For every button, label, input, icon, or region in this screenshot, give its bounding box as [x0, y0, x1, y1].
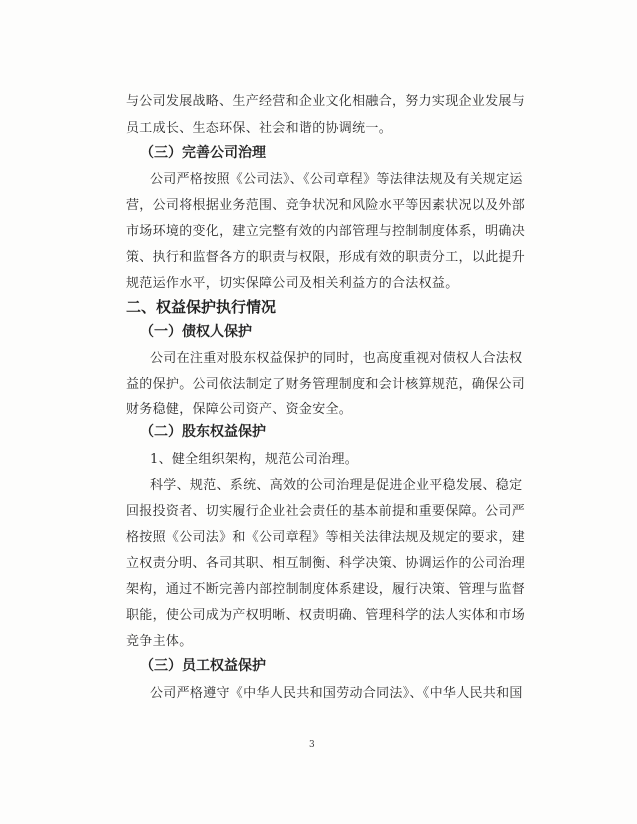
body-text-line: 公司严格按照《公司法》、《公司章程》等法律法规及有关规定运	[150, 172, 523, 187]
page-number: 3	[309, 740, 315, 750]
body-text-line: 财务稳健，保障公司资产、资金安全。	[126, 402, 353, 417]
body-text-line: 架构，通过不断完善内部控制制度体系建设，履行决策、管理与监督	[126, 582, 526, 597]
chapter-heading-rights-protection: 二、权益保护执行情况	[126, 298, 277, 316]
section-heading-creditor-protection: （一）债权人保护	[140, 324, 252, 340]
body-text-line: 格按照《公司法》和《公司章程》等相关法律法规及规定的要求，建	[126, 530, 526, 545]
body-text-line: 与公司发展战略、生产经营和企业文化相融合，努力实现企业发展与	[126, 94, 526, 109]
body-text-line: 市场环境的变化，建立完整有效的内部管理与控制制度体系，明确决	[126, 224, 526, 239]
body-text-line: 公司严格遵守《中华人民共和国劳动合同法》、《中华人民共和国	[150, 686, 523, 701]
body-text-line: 竞争主体。	[126, 634, 193, 649]
body-text-line: 策、执行和监督各方的职责与权限，形成有效的职责分工，以此提升	[126, 250, 526, 265]
body-text-line: 科学、规范、系统、高效的公司治理是促进企业平稳发展、稳定	[150, 478, 523, 493]
body-text-line: 规范运作水平，切实保障公司及相关利益方的合法权益。	[126, 276, 459, 291]
body-text-line: 员工成长、生态环保、社会和谐的协调统一。	[126, 121, 393, 136]
body-text-line: 立权责分明、各司其职、相互制衡、科学决策、协调运作的公司治理	[126, 556, 526, 571]
body-text-line: 益的保护。公司依法制定了财务管理制度和会计核算规范，确保公司	[126, 377, 526, 392]
section-heading-improve-governance: （三）完善公司治理	[140, 145, 266, 161]
body-text-line: 1、健全组织架构，规范公司治理。	[150, 452, 359, 467]
body-text-line: 回报投资者、切实履行企业社会责任的基本前提和重要保障。公司严	[126, 504, 526, 519]
body-text-line: 职能，使公司成为产权明晰、权责明确、管理科学的法人实体和市场	[126, 608, 526, 623]
section-heading-employee-protection: （三）员工权益保护	[140, 658, 266, 674]
section-heading-shareholder-protection: （二）股东权益保护	[140, 424, 266, 440]
body-text-line: 公司在注重对股东权益保护的同时，也高度重视对债权人合法权	[150, 351, 523, 366]
body-text-line: 营，公司将根据业务范围、竞争状况和风险水平等因素状况以及外部	[126, 198, 526, 213]
